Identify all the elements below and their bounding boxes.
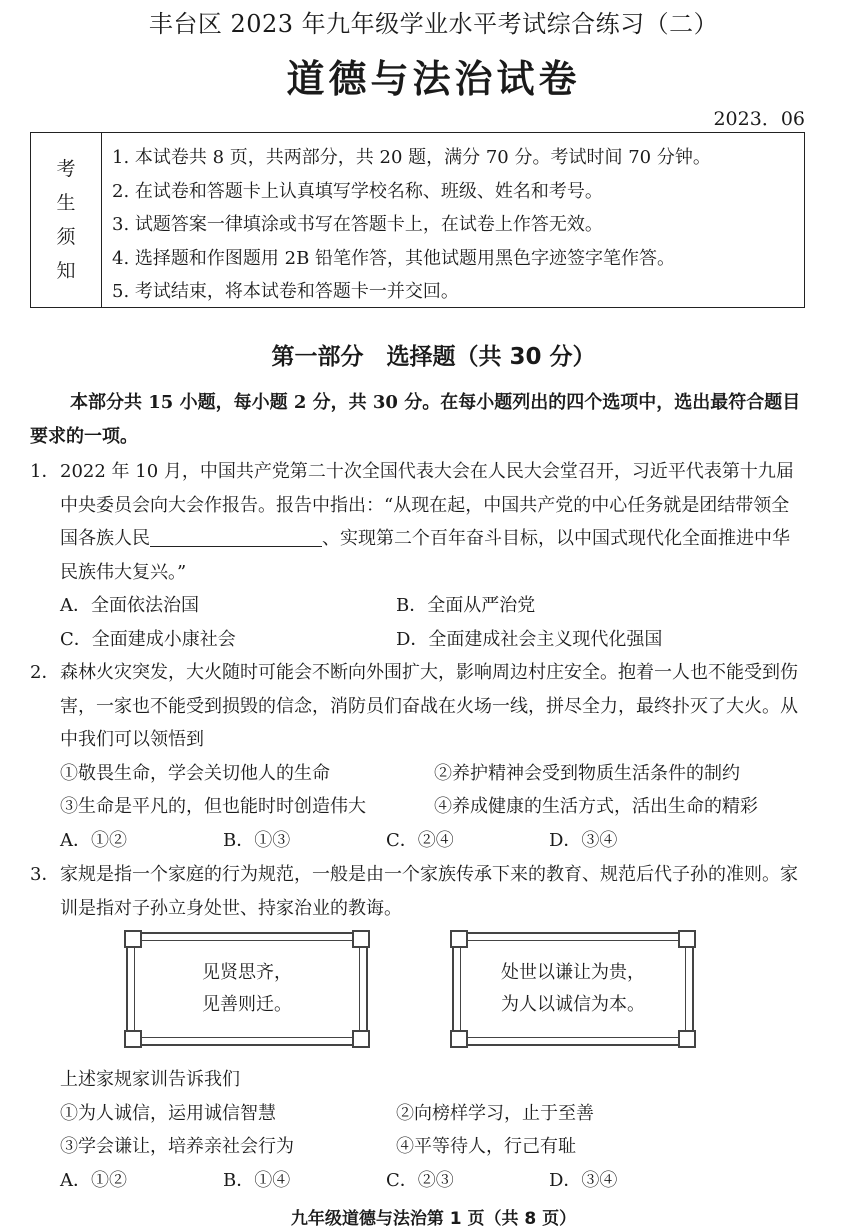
question-number: 3． (30, 864, 60, 885)
motto-line: 处世以谦让为贵， (501, 962, 645, 983)
family-motto-card-left (126, 932, 368, 1046)
statement: ③学会谦让，培养亲社会行为 (60, 1136, 294, 1157)
motto-line: 为人以诚信为本。 (501, 994, 645, 1015)
section-title: 第一部分 选择题（共 30 分） (271, 344, 596, 370)
option-d: D．③④ (549, 1169, 618, 1191)
family-motto-card-right (452, 932, 694, 1046)
notice-label-char: 知 (56, 260, 76, 282)
notice-list (102, 133, 804, 307)
statement: ①敬畏生命，学会关切他人的生命 (60, 762, 330, 784)
subject-title: 道德与法治试卷 (286, 57, 581, 101)
question-2-stem-text: 森林火灾突发，大火随时可能会不断向外围扩大，影响周边村庄安全。抱着一人也不能受到伤害，一家也不能受到损毁的信念，消防员们奋战在火场一线，拼尽全力，最终扑灭了大火。从中我们可以领悟到 (60, 662, 798, 750)
question-1-stem-after: 、实现第二个百年奋斗目标，以中国式现代化全面推进中华民族伟大复兴。” (60, 528, 790, 583)
question-1-stem-before: 2022 年 10 月，中国共产党第二十次全国代表大会在人民大会堂召开，习近平代表第十九届中央委员会向大会作报告。报告中指出：“从现在起，中国共产党的中心任务就是团结带领全国各族人民 (60, 461, 794, 549)
question-number: 2． (30, 662, 60, 683)
statement: ④养成健康的生活方式，活出生命的精彩 (434, 796, 758, 817)
option-c: C．②③ (386, 1169, 454, 1191)
notice-item: 4. 选择题和作图题用 2B 铅笔作答，其他试题用黑色字迹签字笔作答。 (112, 247, 676, 269)
question-1-stem (30, 455, 806, 589)
notice-item: 1. 本试卷共 8 页，共两部分，共 20 题，满分 70 分。考试时间 70 分钟。 (112, 147, 711, 168)
notice-label-char: 生 (56, 192, 76, 214)
notice-label-char: 须 (56, 226, 76, 248)
option-c: C．全面建成小康社会 (60, 628, 236, 650)
statement: ①为人诚信，运用诚信智慧 (60, 1102, 276, 1124)
notice-label-char: 考 (56, 158, 76, 180)
option-b: B．全面从严治党 (396, 595, 536, 616)
frame-corner-ornament (352, 1030, 370, 1048)
frame-corner-ornament (678, 1030, 696, 1048)
question-3 (30, 858, 806, 925)
question-3-stem-text: 家规是指一个家庭的行为规范，一般是由一个家族传承下来的教育、规范后代子孙的准则。家训是指对子孙立身处世、持家治业的教诲。 (60, 864, 798, 919)
page-footer: 九年级道德与法治第 1 页（共 8 页） (290, 1209, 577, 1229)
answer-blank (150, 526, 322, 547)
notice-item: 2. 在试卷和答题卡上认真填写学校名称、班级、姓名和考号。 (112, 180, 603, 202)
notice-item: 5. 考试结束，将本试卷和答题卡一并交回。 (112, 281, 459, 302)
question-number: 1． (30, 461, 60, 482)
frame-corner-ornament (450, 930, 468, 948)
question-1 (30, 455, 806, 656)
frame-corner-ornament (124, 930, 142, 948)
option-a: A．全面依法治国 (60, 595, 199, 616)
statement: ②养护精神会受到物质生活条件的制约 (434, 762, 740, 784)
frame-corner-ornament (450, 1030, 468, 1048)
option-a: A．①② (60, 1169, 127, 1191)
option-c: C．②④ (386, 829, 454, 851)
question-2 (30, 656, 806, 857)
statement: ④平等待人，行己有耻 (396, 1136, 576, 1157)
question-3-answers (30, 1063, 806, 1197)
exam-date: 2023．06 (713, 108, 805, 130)
motto-line: 见贤思齐， (202, 962, 292, 983)
question-3-prompt: 上述家规家训告诉我们 (60, 1069, 240, 1090)
option-b: B．①③ (223, 829, 291, 851)
question-2-stem (30, 656, 806, 757)
option-d: D．全面建成社会主义现代化强国 (396, 628, 663, 650)
notice-label (31, 133, 102, 307)
section-instructions: 本部分共 15 小题，每小题 2 分，共 30 分。在每小题列出的四个选项中，选出最符合题目要求的一项。 (30, 392, 801, 447)
question-3-stem (30, 858, 806, 925)
candidate-notice-box (30, 132, 805, 308)
statement: ③生命是平凡的，但也能时时创造伟大 (60, 796, 366, 817)
frame-corner-ornament (678, 930, 696, 948)
option-b: B．①④ (223, 1169, 291, 1191)
option-d: D．③④ (549, 829, 618, 851)
notice-item: 3. 试题答案一律填涂或书写在答题卡上，在试卷上作答无效。 (112, 214, 603, 235)
frame-corner-ornament (124, 1030, 142, 1048)
option-a: A．①② (60, 829, 127, 851)
frame-corner-ornament (352, 930, 370, 948)
motto-line: 见善则迁。 (202, 994, 292, 1015)
exam-header-title: 丰台区 2023 年九年级学业水平考试综合练习（二） (148, 10, 719, 38)
statement: ②向榜样学习，止于至善 (396, 1102, 594, 1124)
